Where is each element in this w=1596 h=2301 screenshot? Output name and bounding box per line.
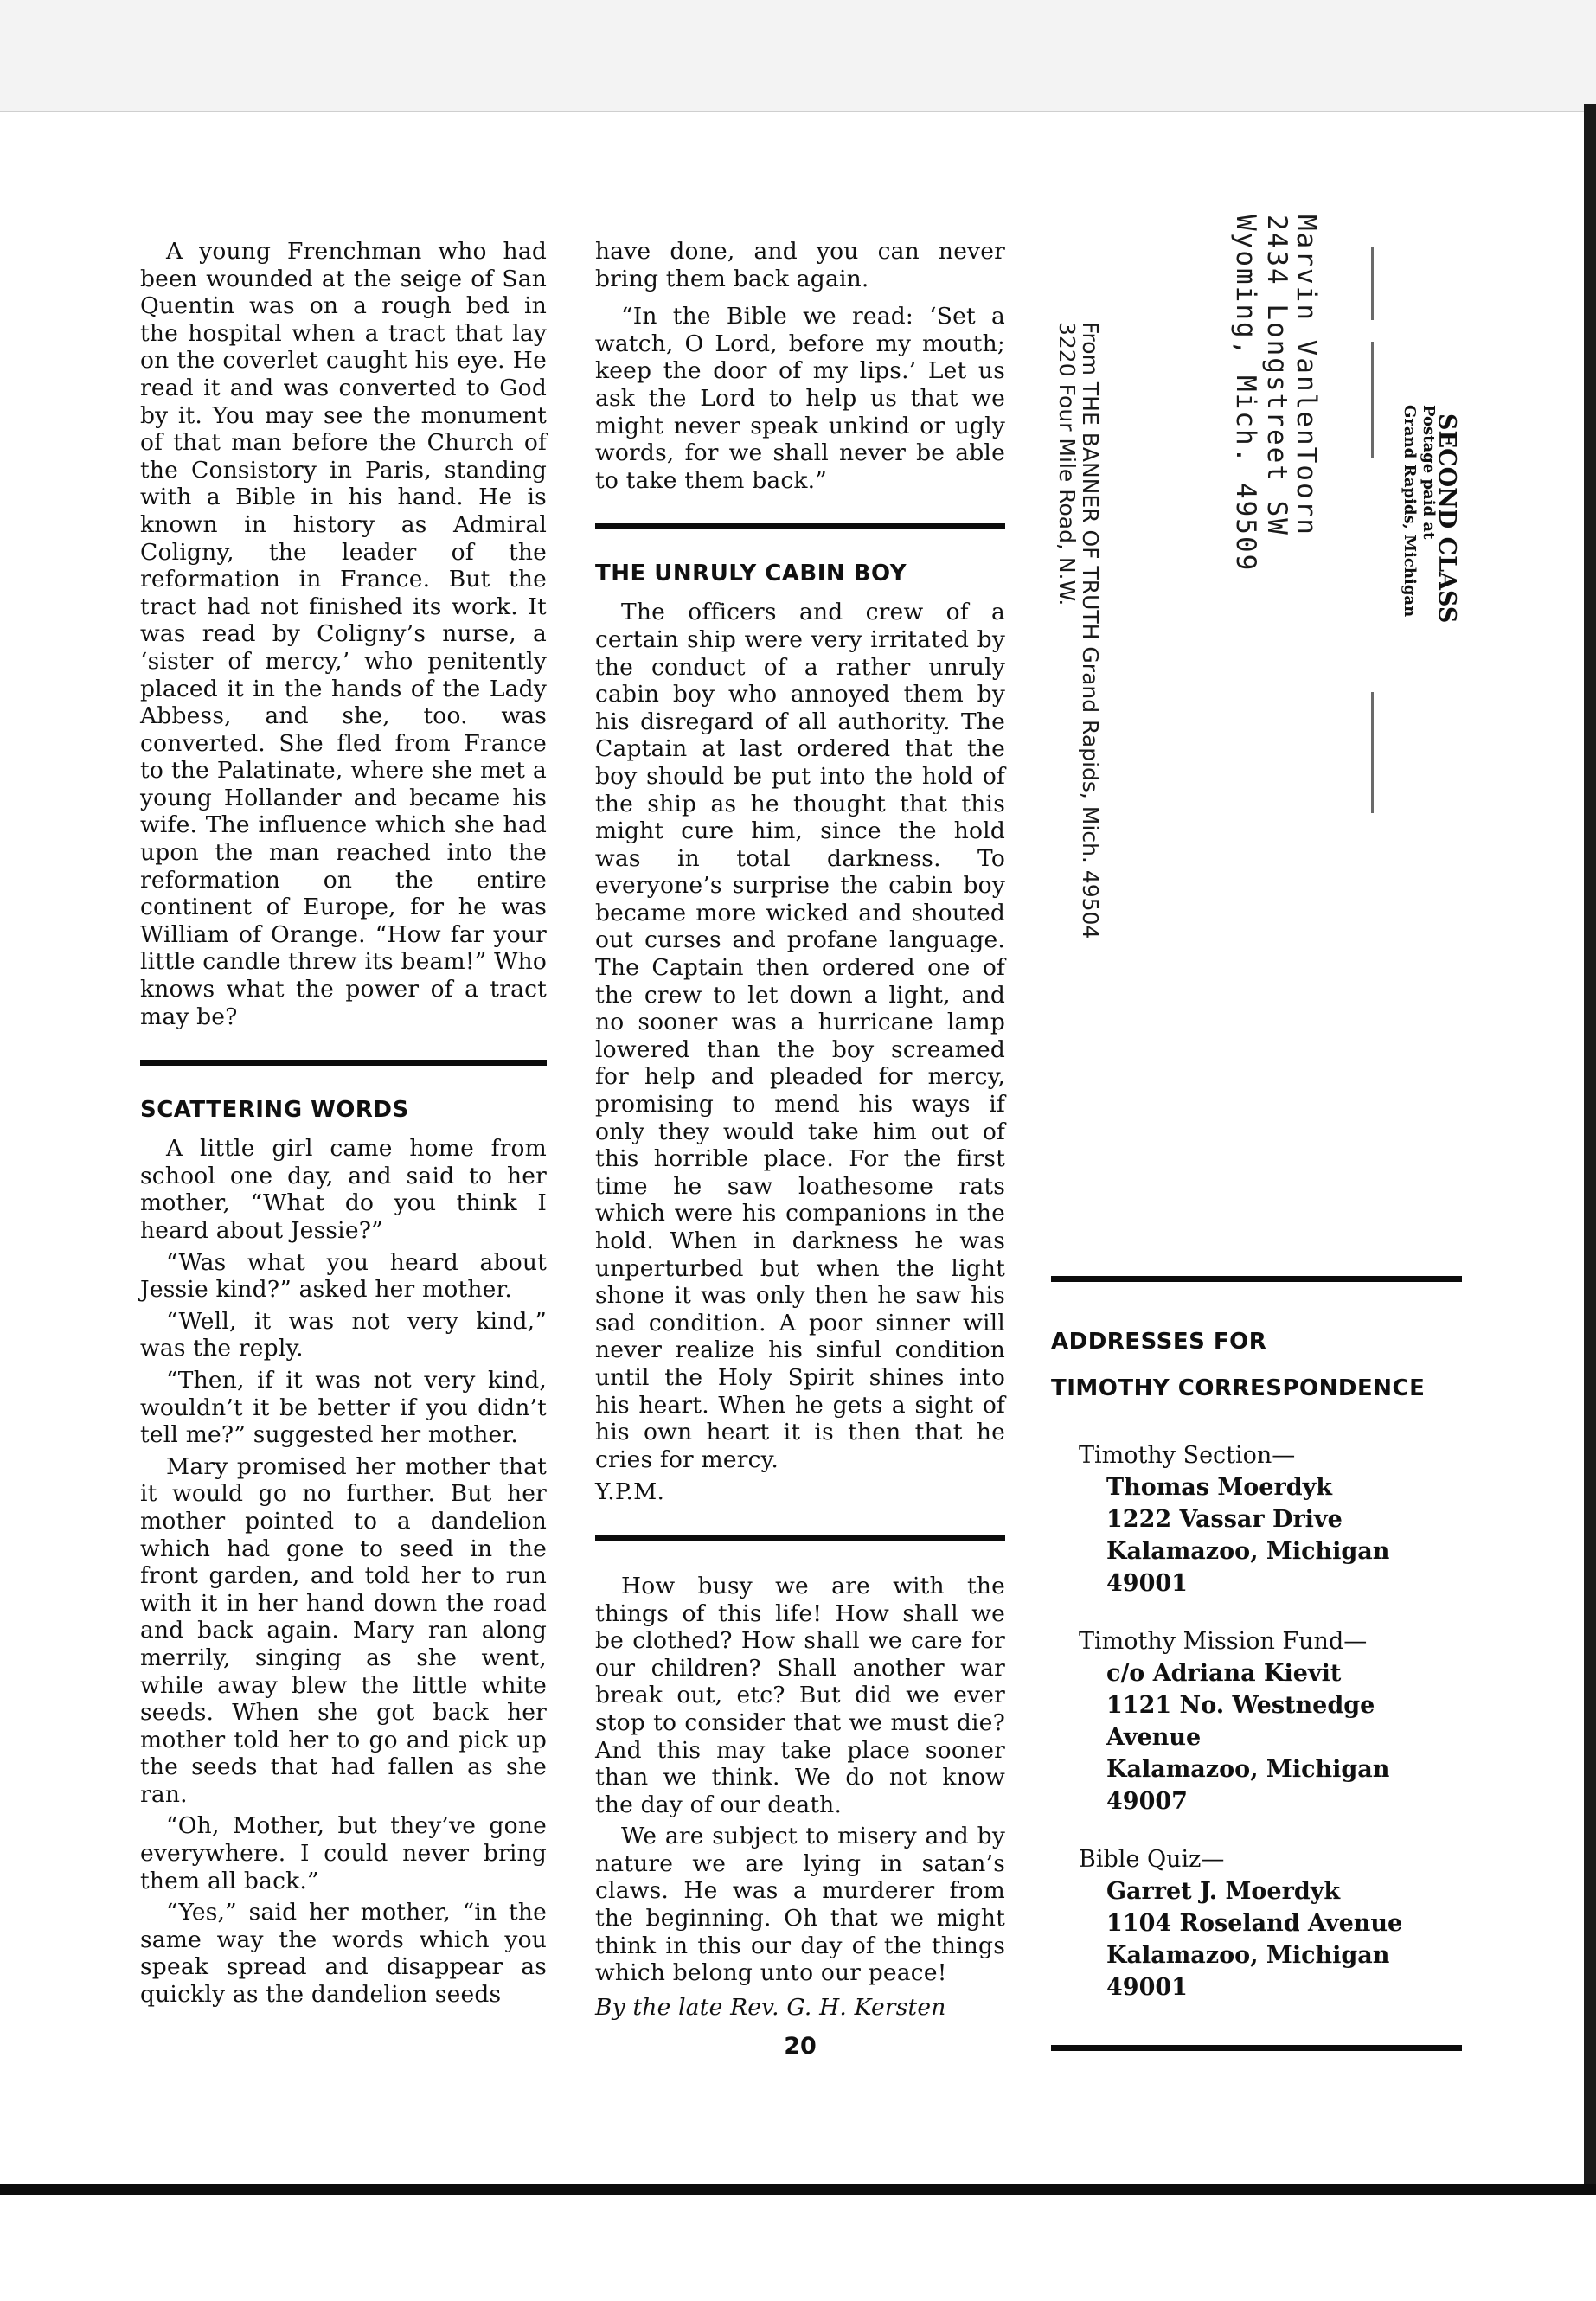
scattering-paragraph: “Was what you heard about Jessie kind?” asked her mother.	[140, 1248, 547, 1304]
section-divider	[595, 523, 1005, 529]
recipient-name: Marvin VanlenToorn	[1291, 215, 1322, 536]
scattering-paragraph: “Then, if it was not very kind, wouldn’t it be better if you didn’t tell me?” suggested her mother.	[140, 1366, 547, 1449]
section-divider	[140, 1060, 547, 1066]
address-line: c/o Adriana Kievit	[1106, 1660, 1342, 1687]
label-border	[1371, 342, 1374, 458]
scattering-paragraph: A little girl came home from school one day, and said to her mother, “What do you think I heard about Jessie?”	[140, 1135, 547, 1244]
heading-scattering-words: SCATTERING WORDS	[140, 1097, 409, 1124]
label-border	[1371, 247, 1374, 320]
scattering-continued: “In the Bible we read: ‘Set a watch, O Lord, before my mouth; keep the door of my lips.’ Let us ask the Lord to help us that we might never speak unkind or ugly words, for we shall never be able to take them back.”	[595, 303, 1005, 494]
address-entry	[1051, 1625, 1462, 1817]
address-entry	[1051, 1843, 1462, 2003]
heading-unruly-cabin-boy: THE UNRULY CABIN BOY	[595, 561, 907, 587]
address-line: Kalamazoo, Michigan 49007	[1106, 1756, 1390, 1815]
unruly-signature: Y.P.M.	[595, 1478, 665, 1506]
recipient-city: Wyoming, Mich. 49509	[1230, 215, 1261, 573]
address-line: Garret J. Moerdyk	[1106, 1878, 1341, 1905]
busy-paragraph: We are subject to misery and by nature we are lying in satan’s claws. He was a murderer from the beginning. Oh that we might think in this our day of the things which belong unto our peace!	[595, 1823, 1005, 1987]
column-middle	[595, 238, 1005, 2021]
column-left	[140, 238, 547, 2009]
permit-class: SECOND CLASS	[1433, 413, 1460, 624]
scattering-paragraph: “Well, it was not very kind,” was the reply.	[140, 1307, 547, 1362]
addresses-panel	[1051, 1276, 1462, 2051]
return-address-line: From THE BANNER OF TRUTH Grand Rapids, Mich. 49504	[1078, 322, 1103, 939]
address-entry	[1051, 1439, 1462, 1599]
label-border	[1371, 692, 1374, 813]
address-line: 1222 Vassar Drive	[1106, 1506, 1343, 1533]
addresses-heading: ADDRESSES FOR	[1051, 1329, 1267, 1355]
addresses-heading: TIMOTHY CORRESPONDENCE	[1051, 1375, 1426, 1401]
address-line: Kalamazoo, Michigan 49001	[1106, 1538, 1390, 1597]
frenchman-story: A young Frenchman who had been wounded at the seige of San Quentin was on a rough bed in the hospital when a tract that lay on the coverlet caught his eye. He read it and was converted to God by it. You may see the monument of that man before the Church of the Consistory in Paris, standing with a Bible in his hand. He is known in history as Admiral Coligny, the leader of the reformation in France. But the tract had not finished its work. It was read by Coligny’s nurse, a ‘sister of mercy,’ who penitently placed it in the hands of the Lady Abbess, and she, too. was converted. She fled from France to the Palatinate, where she met a young Hollander and became his wife. The influence which she had upon the man reached into the reformation on the entire continent of Europe, for he was William of Orange. “How far your little candle threw its beam!” Who knows what the power of a tract may be?	[140, 238, 547, 1030]
permit-line: Grand Rapids, Michigan	[1401, 405, 1419, 618]
busy-paragraph: How busy we are with the things of this life! How shall we be clothed? How shall we care for our children? Shall another war break out, etc? But did we ever stop to consider that we must die? And this may take place sooner than we think. We do not know the day of our death.	[595, 1572, 1005, 1818]
section-divider	[1051, 1276, 1462, 1282]
scattering-paragraph: “Oh, Mother, but they’ve gone everywhere. I could never bring them all back.”	[140, 1812, 547, 1894]
address-line: Kalamazoo, Michigan 49001	[1106, 1942, 1390, 2001]
address-line: Thomas Moerdyk	[1106, 1474, 1332, 1501]
scan-bottom-margin	[0, 2195, 1596, 2301]
section-divider	[595, 1535, 1005, 1541]
page-number: 20	[784, 2033, 817, 2060]
address-title: Timothy Mission Fund—	[1079, 1628, 1368, 1655]
address-title: Timothy Section—	[1079, 1442, 1296, 1469]
permit-line: Postage paid at	[1420, 405, 1438, 540]
address-line: 1121 No. Westnedge Avenue	[1106, 1692, 1375, 1751]
scattering-continued: have done, and you can never bring them back again.	[595, 238, 1005, 292]
scan-right-edge	[1584, 104, 1596, 2197]
scan-top-margin	[0, 0, 1596, 112]
scattering-paragraph: Mary promised her mother that it would go no further. But her mother pointed to a dandelion which had gone to seed in the front garden, and told her to run with it in her hand down the road and back again. Mary ran along merrily, singing as she went, while away blew the little white seeds. When she got back her mother told her to go and pick up the seeds that had fallen as she ran.	[140, 1452, 547, 1808]
address-line: 1104 Roseland Avenue	[1106, 1910, 1403, 1937]
section-divider	[1051, 2045, 1462, 2051]
address-title: Bible Quiz—	[1079, 1846, 1225, 1873]
scan-bottom-edge	[0, 2184, 1596, 2195]
byline: By the late Rev. G. H. Kersten	[595, 1993, 946, 2021]
unruly-cabin-boy-story: The officers and crew of a certain ship were very irritated by the conduct of a rather unruly cabin boy who annoyed them by his disregard of all authority. The Captain at last ordered that the boy should be put into the hold of the ship as he thought that this might cure him, since the hold was in total darkness. To everyone’s surprise the cabin boy became more wicked and shouted out curses and profane language. The Captain then ordered one of the crew to let down a light, and no sooner was a hurricane lamp lowered than the boy screamed for help and pleaded for mercy, promising to mend his ways if only they would take him out of this horrible place. For the first time he saw loathesome rats which were his companions in the hold. When in darkness he was unperturbed but when the light shone it was only then he saw his sad condition. A poor sinner will never realize his sinful condition until the Holy Spirit shines into his heart. When he gets a sight of his own heart it is then that he cries for mercy.	[595, 599, 1005, 1473]
recipient-street: 2434 Longstreet SW	[1261, 215, 1292, 536]
scattering-paragraph: “Yes,” said her mother, “in the same way the words which you speak spread and disappear as quickly as the dandelion seeds	[140, 1899, 547, 2009]
return-address-street: 3220 Four Mile Road, N.W.	[1054, 322, 1080, 606]
